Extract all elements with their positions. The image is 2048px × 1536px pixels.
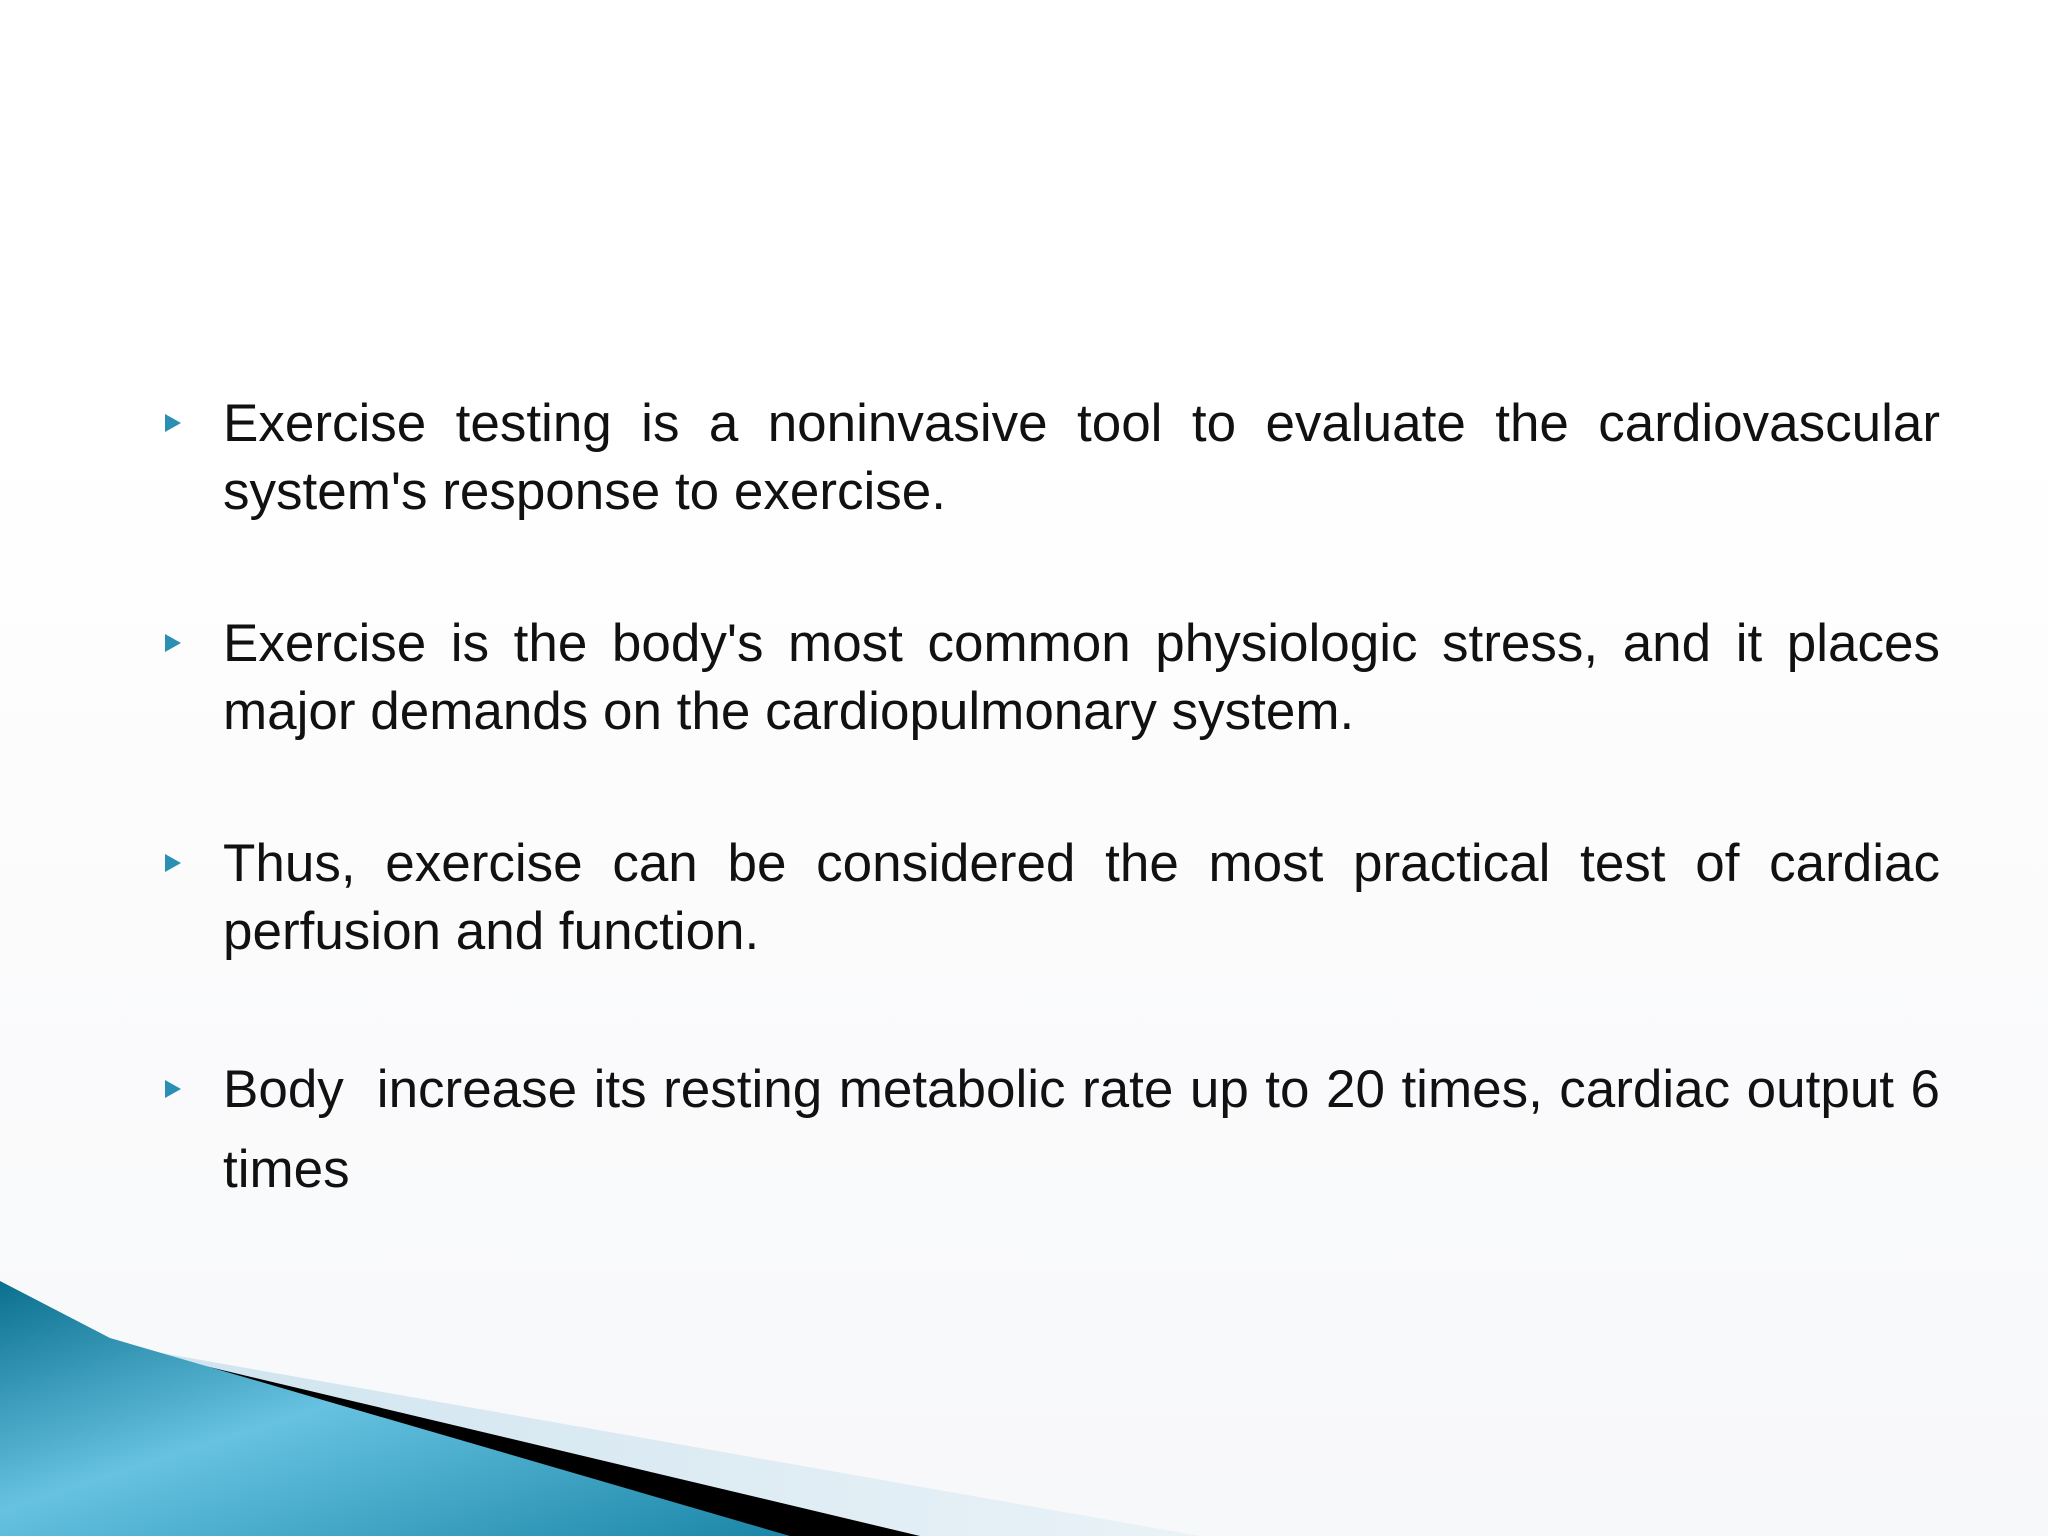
triangle-bullet-icon xyxy=(165,414,181,432)
bullet-text: Body increase its resting metabolic rate up to 20 times, cardiac output 6 times xyxy=(223,1060,1955,1199)
triangle-bullet-icon xyxy=(165,854,181,872)
bullet-item-3 xyxy=(165,830,1940,966)
bullet-list xyxy=(165,390,1955,1294)
triangle-bullet-icon xyxy=(165,634,181,652)
bullet-item-4 xyxy=(165,1050,1955,1210)
triangle-bullet-icon xyxy=(165,1080,181,1098)
bullet-text: Thus, exercise can be considered the most practical test of cardiac perfusion and function. xyxy=(223,834,1940,961)
bullet-text: Exercise testing is a noninvasive tool to evaluate the cardiovascular system's response to exercise. xyxy=(223,394,1940,521)
bullet-text: Exercise is the body's most common physiologic stress, and it places major demands on the cardiopulmonary system. xyxy=(223,614,1940,741)
bullet-item-2 xyxy=(165,610,1940,746)
bullet-item-1 xyxy=(165,390,1940,526)
decorative-wave-graphic xyxy=(0,1276,2048,1536)
